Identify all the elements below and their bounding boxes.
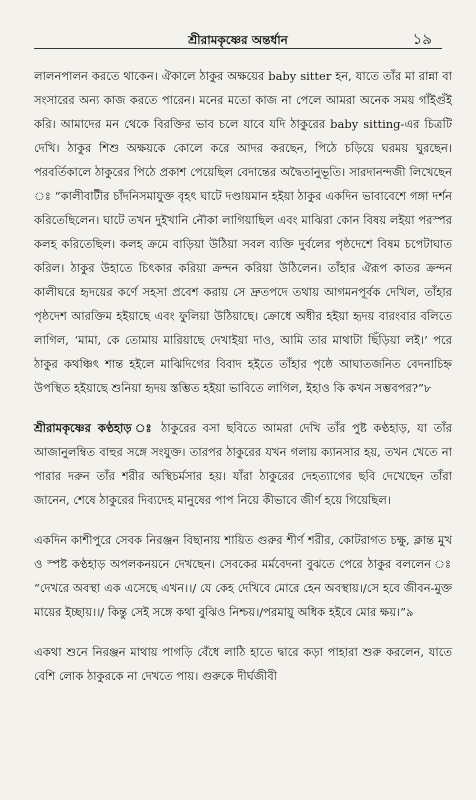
paragraph <box>34 416 452 512</box>
paragraph-text: একদিন কাশীপুরে সেবক নিরঞ্জন বিছানায় শায়িত গুরুর শীর্ণ শরীর, কোটরাগত চক্ষু, ক্লান্ত মুখ ও স্পষ্ট কণ্ঠহাড় অপলকনয়নে দেখছেন। সেবকের মর্মবেদনা বুঝতে পেরে ঠাকুর বললেন ঃ “দেখরে অবস্থা এক এসেছে এখন।।/ যে কেহ দেখিবে মোরে হেন অবস্থায়।/সে হবে জীবন-মুক্ত মায়ের ইচ্ছায়।।/ কিন্তু সেই সঙ্গে কথা বুঝিও নিশ্চয়।/পরমায়ু অধিক হইবে মোর ক্ষয়।”৯ <box>34 533 452 619</box>
paragraph <box>34 528 452 624</box>
paragraph-text: একথা শুনে নিরঞ্জন মাথায় পাগড়ি বেঁধে লাঠি হাতে দ্বারে কড়া পাহারা শুরু করলেন, যাতে বেশি লোক ঠাকুরকে না দেখতে পায়। গুরুকে দীর্ঘজীবী <box>34 645 452 683</box>
body-text <box>34 64 452 704</box>
page-header <box>0 28 476 50</box>
paragraph-text: লালনপালন করতে থাকেন। ঐকালে ঠাকুর অক্ষয়ের baby sitter হন, যাতে তাঁর মা রান্না বা সংসারের অন্য কাজ করতে পারেন। মনের মতো কাজ না পেলে আমরা অনেক সময় গাঁইগুঁই করি। আমাদের মন থেকে বিরক্তির ভাব চলে যাবে যদি ঠাকুরের baby sitting-এর চিত্রটি দেখি। ঠাকুর শিশু অক্ষয়কে কোলে করে আদর করছেন, পিঠে চড়িয়ে ঘরময় ঘুরছেন। পরবর্তিকালে ঠাকুরের পিঠে প্রকাশ পেয়েছিল বেদান্তের অদ্বৈতানুভূতি। সারদানন্দজী লিখেছেন ঃ “কালীবাটীর চাঁদনিসমাযুক্ত বৃহৎ ঘাটে দণ্ডায়মান হইয়া ঠাকুর একদিন ভাবাবেশে গঙ্গা দর্শন করিতেছিলেন। ঘাটে তখন দুইখানি নৌকা লাগিয়াছিল এবং মাঝিরা কোন বিষয় লইয়া পরস্পর কলহ করিতেছিল। কলহ ক্রমে বাড়িয়া উঠিয়া সবল ব্যক্তি দুর্বলের পৃষ্ঠদেশে বিষম চপেটাঘাত করিল। ঠাকুর উহাতে চিৎকার করিয়া ক্রন্দন করিয়া উঠিলেন। তাঁহার ঐরূপ কাতর ক্রন্দন কালীঘরে হৃদয়ের কর্ণে সহসা প্রবেশ করায় সে দ্রুতপদে তথায় আগমনপূর্বক দেখিল, তাঁহার পৃষ্ঠদেশ আরক্তিম হইয়াছে এবং ফুলিয়া উঠিয়াছে। ক্রোধে অধীর হইয়া হৃদয় বারংবার বলিতে লাগিল, ‘মামা, কে তোমায় মারিয়াছে দেখাইয়া দাও, আমি তার মাথাটা ছিঁড়িয়া লই।’ পরে ঠাকুর কথঞ্চিৎ শান্ত হইলে মাঝিদিগের বিবাদ হইতে তাঁহার পৃষ্ঠে আঘাতজনিত বেদনাচিহ্ন উপস্থিত হইয়াছে শুনিয়া হৃদয় স্তম্ভিত হইয়া ভাবিতে লাগিল, ইহাও কি কখন সম্ভবপর?”৮ <box>34 69 452 395</box>
section-heading: শ্রীরামকৃষ্ণের কণ্ঠহাড় ঃ <box>34 421 155 435</box>
paragraph-text: ঠাকুরের বসা ছবিতে আমরা দেখি তাঁর পুষ্ট কণ্ঠহাড়, যা তাঁর আজানুলম্বিত বাহুর সঙ্গে সংযুক্ত। তারপর ঠাকুরের যখন গলায় ক্যানসার হয়, তখন খেতে না পারার দরুন তাঁর শরীর অস্থিচর্মসার হয়। যাঁরা ঠাকুরের দেহত্যাগের ছবি দেখেছেন তাঁরা জানেন, শেষে ঠাকুরের দিব্যদেহ মানুষের পাপ নিয়ে কীভাবে জীর্ণ হয়ে গিয়েছিল। <box>34 421 453 507</box>
page-number: ১৯ <box>412 30 432 48</box>
running-title: শ্রীরামকৃষ্ণের অন্তর্ধান <box>188 33 288 47</box>
header-rule <box>34 48 442 49</box>
paragraph <box>34 640 452 688</box>
paragraph <box>34 64 452 400</box>
